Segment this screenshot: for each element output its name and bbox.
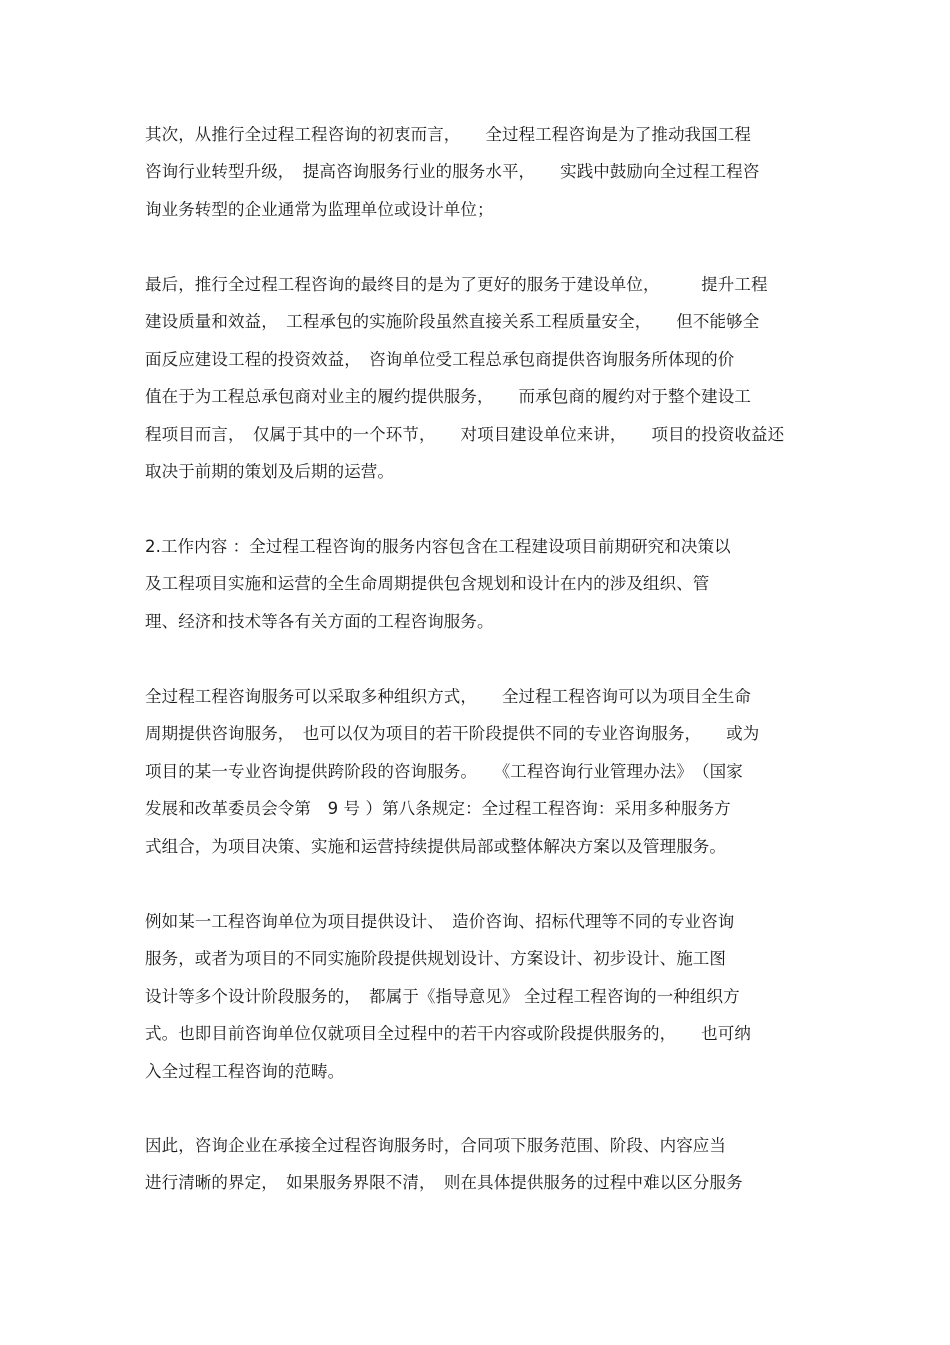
text-line: 值在于为工程总承包商对业主的履约提供服务， 而承包商的履约对于整个建设工 bbox=[145, 387, 751, 407]
text-line: 式。也即目前咨询单位仅就项目全过程中的若干内容或阶段提供服务的， 也可纳 bbox=[145, 1024, 751, 1044]
paragraph-1 bbox=[145, 116, 815, 228]
paragraph-2 bbox=[145, 266, 815, 490]
text-line: 例如某一工程咨询单位为项目提供设计、 造价咨询、招标代理等不同的专业咨询 bbox=[145, 912, 735, 931]
text-line: 及工程项目实施和运营的全生命周期提供包含规划和设计在内的涉及组织、管 bbox=[145, 574, 710, 594]
text-line: 2.工作内容 ：全过程工程咨询的服务内容包含在工程建设项目前期研究和决策以 bbox=[145, 537, 731, 556]
text-line: 程项目而言， 仅属于其中的一个环节， 对项目建设单位来讲， 项目的投资收益还 bbox=[145, 424, 785, 444]
text-line: 发展和改革委员会令第 9 号 ）第八条规定：全过程工程咨询：采用多种服务方 bbox=[145, 799, 731, 819]
text-line: 服务，或者为项目的不同实施阶段提供规划设计、方案设计、初步设计、施工图 bbox=[145, 949, 726, 969]
paragraph-5 bbox=[145, 903, 815, 1090]
paragraph-6 bbox=[145, 1127, 815, 1202]
text-line: 全过程工程咨询服务可以采取多种组织方式， 全过程工程咨询可以为项目全生命 bbox=[145, 687, 751, 706]
text-line: 咨询行业转型升级， 提高咨询服务行业的服务水平， 实践中鼓励向全过程工程咨 bbox=[145, 162, 760, 182]
text-line: 入全过程工程咨询的范畴。 bbox=[145, 1061, 345, 1081]
text-line: 其次，从推行全过程工程咨询的初衷而言， 全过程工程咨询是为了推动我国工程 bbox=[145, 125, 751, 144]
text-line: 取决于前期的策划及后期的运营。 bbox=[145, 461, 394, 481]
text-line: 面反应建设工程的投资效益， 咨询单位受工程总承包商提供咨询服务所体现的价 bbox=[145, 349, 735, 369]
text-line: 建设质量和效益， 工程承包的实施阶段虽然直接关系工程质量安全， 但不能够全 bbox=[145, 312, 760, 332]
text-line: 因此，咨询企业在承接全过程咨询服务时，合同项下服务范围、阶段、内容应当 bbox=[145, 1136, 726, 1155]
text-line: 式组合，为项目决策、实施和运营持续提供局部或整体解决方案以及管理服务。 bbox=[145, 836, 726, 856]
text-line: 进行清晰的界定， 如果服务界限不清， 则在具体提供服务的过程中难以区分服务 bbox=[145, 1173, 743, 1193]
text-line: 设计等多个设计阶段服务的， 都属于《指导意见》 全过程工程咨询的一种组织方 bbox=[145, 986, 740, 1006]
text-line: 周期提供咨询服务， 也可以仅为项目的若干阶段提供不同的专业咨询服务， 或为 bbox=[145, 724, 760, 744]
text-line: 最后，推行全过程工程咨询的最终目的是为了更好的服务于建设单位， 提升工程 bbox=[145, 275, 768, 294]
text-line: 理、经济和技术等各有关方面的工程咨询服务。 bbox=[145, 611, 494, 631]
text-line: 项目的某一专业咨询提供跨阶段的咨询服务。 《工程咨询行业管理办法》 （国家 bbox=[145, 761, 743, 781]
paragraph-3 bbox=[145, 528, 815, 640]
text-line: 询业务转型的企业通常为监理单位或设计单位； bbox=[145, 199, 494, 219]
paragraph-4 bbox=[145, 678, 815, 865]
